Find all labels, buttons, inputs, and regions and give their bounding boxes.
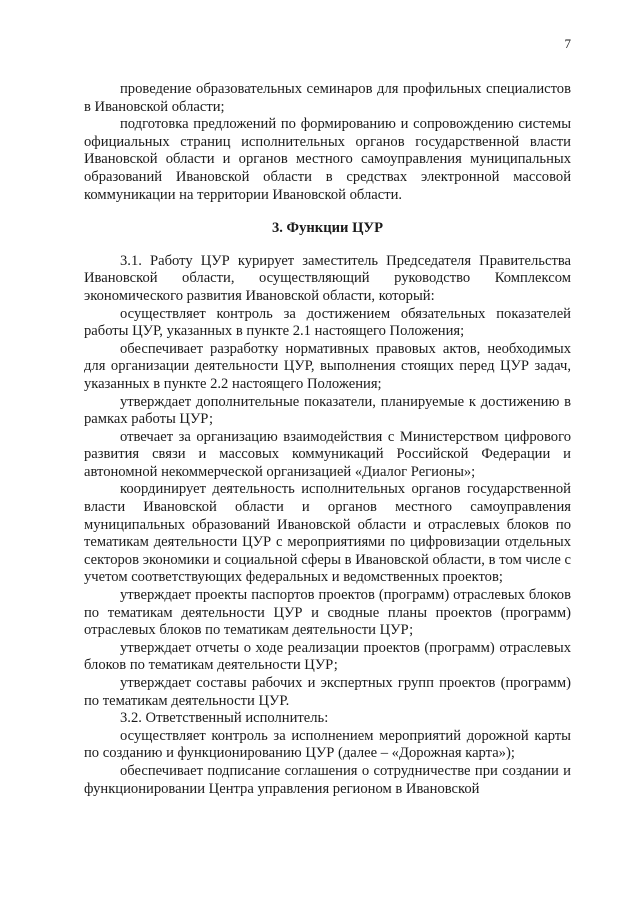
page-number: 7 xyxy=(564,36,571,51)
paragraph: утверждает отчеты о ходе реализации проектов (программ) отраслевых блоков по тематикам деятельности ЦУР; xyxy=(84,639,571,674)
paragraph: координирует деятельность исполнительных органов государственной власти Ивановской области и органов местного самоуправления муниципальных образований Ивановской области и отраслевых блоков по тематикам деятельности ЦУР с мероприятиями по цифровизации отдельных секторов экономики и социальной сферы в Ивановской области, в том числе с учетом соответствующих федеральных и ведомственных проектов; xyxy=(84,481,571,586)
paragraph: обеспечивает подписание соглашения о сотрудничестве при создании и функционировании Центра управления регионом в Ивановской xyxy=(84,762,571,797)
paragraph: утверждает проекты паспортов проектов (программ) отраслевых блоков по тематикам деятельности ЦУР и сводные планы проектов (программ) отраслевых блоков по тематикам деятельности ЦУР; xyxy=(84,587,571,639)
section-heading: 3. Функции ЦУР xyxy=(271,220,384,237)
paragraph: обеспечивает разработку нормативных правовых актов, необходимых для организации деятельности ЦУР, выполнения стоящих перед ЦУР задач, указанных в пункте 2.2 настоящего Положения; xyxy=(84,340,571,392)
paragraph: подготовка предложений по формированию и сопровождению системы официальных страниц исполнительных органов государственной власти Ивановской области и органов местного самоуправления муниципальных образований Ивановской области в средствах электронной массовой коммуникации на территории Ивановской области. xyxy=(84,116,571,203)
paragraph: 3.2. Ответственный исполнитель: xyxy=(120,710,329,727)
document-body xyxy=(84,81,571,798)
paragraph: 3.1. Работу ЦУР курирует заместитель Председателя Правительства Ивановской области, осуществляющий руководство Комплексом экономического развития Ивановской области, который: xyxy=(84,252,571,304)
paragraph: осуществляет контроль за достижением обязательных показателей работы ЦУР, указанных в пункте 2.1 настоящего Положения; xyxy=(84,305,571,340)
paragraph: утверждает составы рабочих и экспертных групп проектов (программ) по тематикам деятельности ЦУР. xyxy=(84,675,571,709)
paragraph: осуществляет контроль за исполнением мероприятий дорожной карты по созданию и функционированию ЦУР (далее – «Дорожная карта»); xyxy=(84,727,571,762)
paragraph: утверждает дополнительные показатели, планируемые к достижению в рамках работы ЦУР; xyxy=(84,393,571,428)
paragraph: проведение образовательных семинаров для профильных специалистов в Ивановской области; xyxy=(84,81,571,115)
paragraph: отвечает за организацию взаимодействия с Министерством цифрового развития связи и массовых коммуникаций Российской Федерации и автономной некоммерческой организацией «Диалог Регионы»; xyxy=(84,428,571,480)
